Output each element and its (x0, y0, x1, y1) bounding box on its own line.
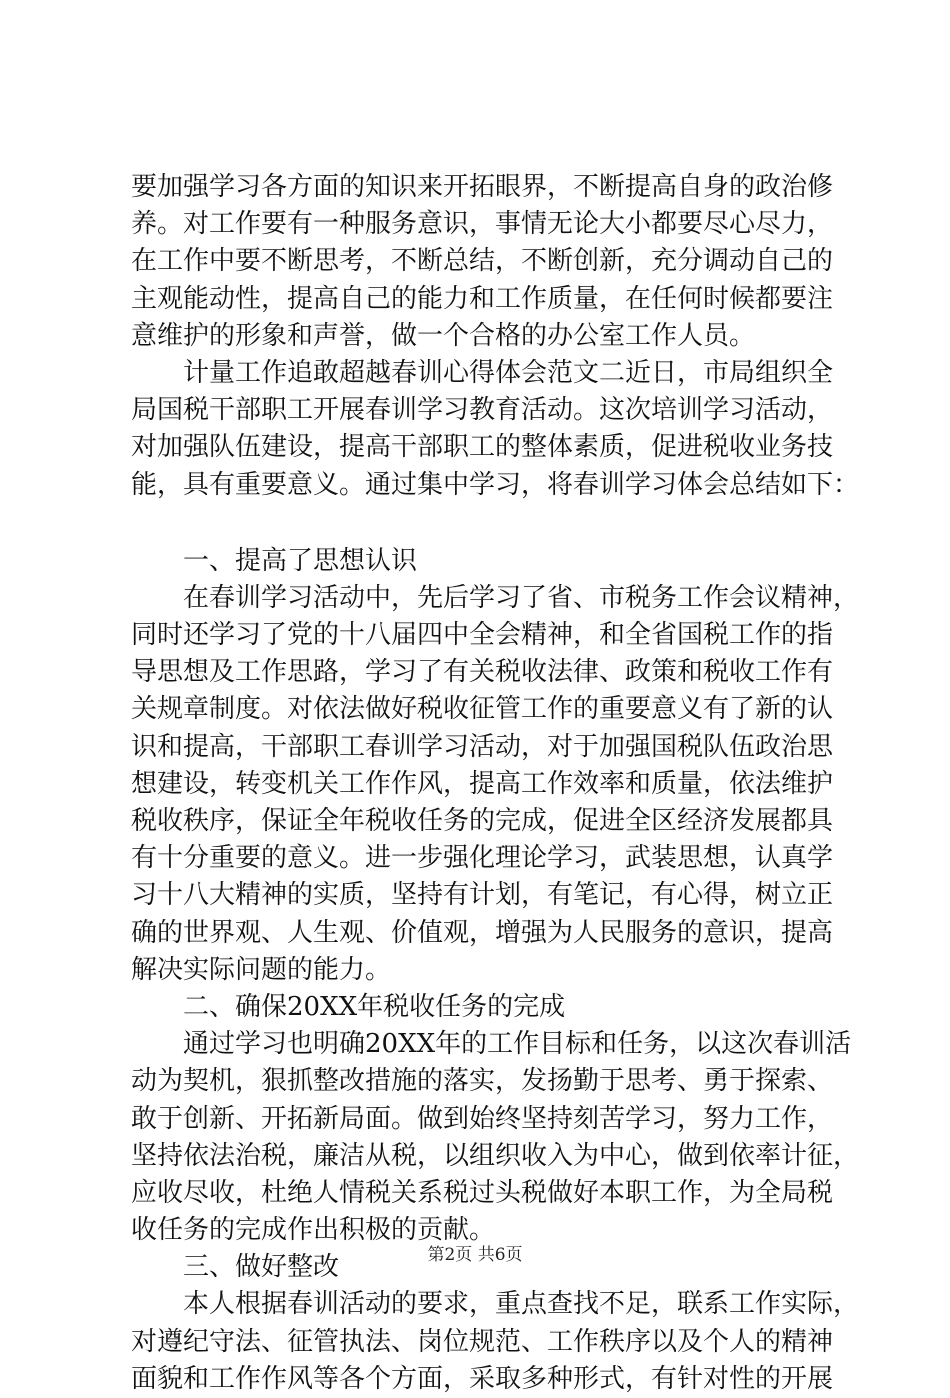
text-line: 导思想及工作思路，学习了有关税收法律、政策和税收工作有 (131, 657, 834, 688)
text-line: 税收秩序，保证全年税收任务的完成，促进全区经济发展都具 (131, 806, 834, 836)
text-line: 面貌和工作作风等各个方面，采取多种形式，有针对性的开展 (131, 1363, 834, 1394)
text-line: 对加强队伍建设，提高干部职工的整体素质，促进税收业务技 (131, 432, 834, 463)
section-heading: 一、提高了思想认识 (183, 545, 418, 576)
text-line: 想建设，转变机关工作作风，提高工作效率和质量，依法维护 (131, 768, 834, 799)
text-line: 能，具有重要意义。通过集中学习，将春训学习体会总结如下： (131, 469, 860, 500)
text-line: 动为契机，狠抓整改措施的落实，发扬勤于思考、勇于探索、 (131, 1066, 834, 1097)
text-line: 关规章制度。对依法做好税收征管工作的重要意义有了新的认 (131, 694, 834, 725)
text-line: 局国税干部职工开展春训学习教育活动。这次培训学习活动， (131, 395, 834, 426)
text-line: 解决实际问题的能力。 (131, 954, 392, 985)
text-line: 收任务的完成作出积极的贡献。 (131, 1215, 496, 1246)
section-heading: 三、做好整改 (183, 1252, 340, 1283)
text-line: 主观能动性，提高自己的能力和工作质量，在任何时候都要注 (131, 283, 834, 314)
page-footer: 第2页 共6页 (427, 1245, 523, 1265)
text-line: 要加强学习各方面的知识来开拓眼界，不断提高自身的政治修 (131, 172, 834, 202)
text-line: 识和提高，干部职工春训学习活动，对于加强国税队伍政治思 (131, 731, 834, 762)
section-heading: 二、确保20XX年税收任务的完成 (183, 991, 566, 1022)
text-line: 坚持依法治税，廉洁从税，以组织收入为中心，做到依率计征， (131, 1140, 860, 1171)
text-line: 意维护的形象和声誉，做一个合格的办公室工作人员。 (131, 320, 756, 351)
text-line: 有十分重要的意义。进一步强化理论学习，武装思想，认真学 (131, 843, 834, 874)
document-body (131, 169, 860, 1398)
text-line: 在工作中要不断思考，不断总结，不断创新，充分调动自己的 (131, 246, 834, 277)
text-line: 确的世界观、人生观、价值观，增强为人民服务的意识，提高 (131, 917, 834, 948)
paragraph-gap (131, 504, 831, 543)
text-line: 通过学习也明确20XX年的工作目标和任务，以这次春训活 (183, 1029, 852, 1060)
text-line: 本人根据春训活动的要求，重点查找不足，联系工作实际， (183, 1289, 860, 1320)
text-line: 计量工作追敢超越春训心得体会范文二近日，市局组织全 (183, 357, 834, 388)
text-line: 同时还学习了党的十八届四中全会精神，和全省国税工作的指 (131, 620, 834, 651)
text-line: 在春训学习活动中，先后学习了省、市税务工作会议精神， (183, 582, 860, 613)
text-line: 养。对工作要有一种服务意识，事情无论大小都要尽心尽力， (131, 209, 834, 240)
text-line: 敢于创新、开拓新局面。做到始终坚持刻苦学习，努力工作， (131, 1103, 834, 1134)
text-line: 对遵纪守法、征管执法、岗位规范、工作秩序以及个人的精神 (131, 1326, 834, 1357)
text-line: 应收尽收，杜绝人情税关系税过头税做好本职工作，为全局税 (131, 1177, 834, 1208)
text-line: 习十八大精神的实质，坚持有计划，有笔记，有心得，树立正 (131, 880, 834, 911)
